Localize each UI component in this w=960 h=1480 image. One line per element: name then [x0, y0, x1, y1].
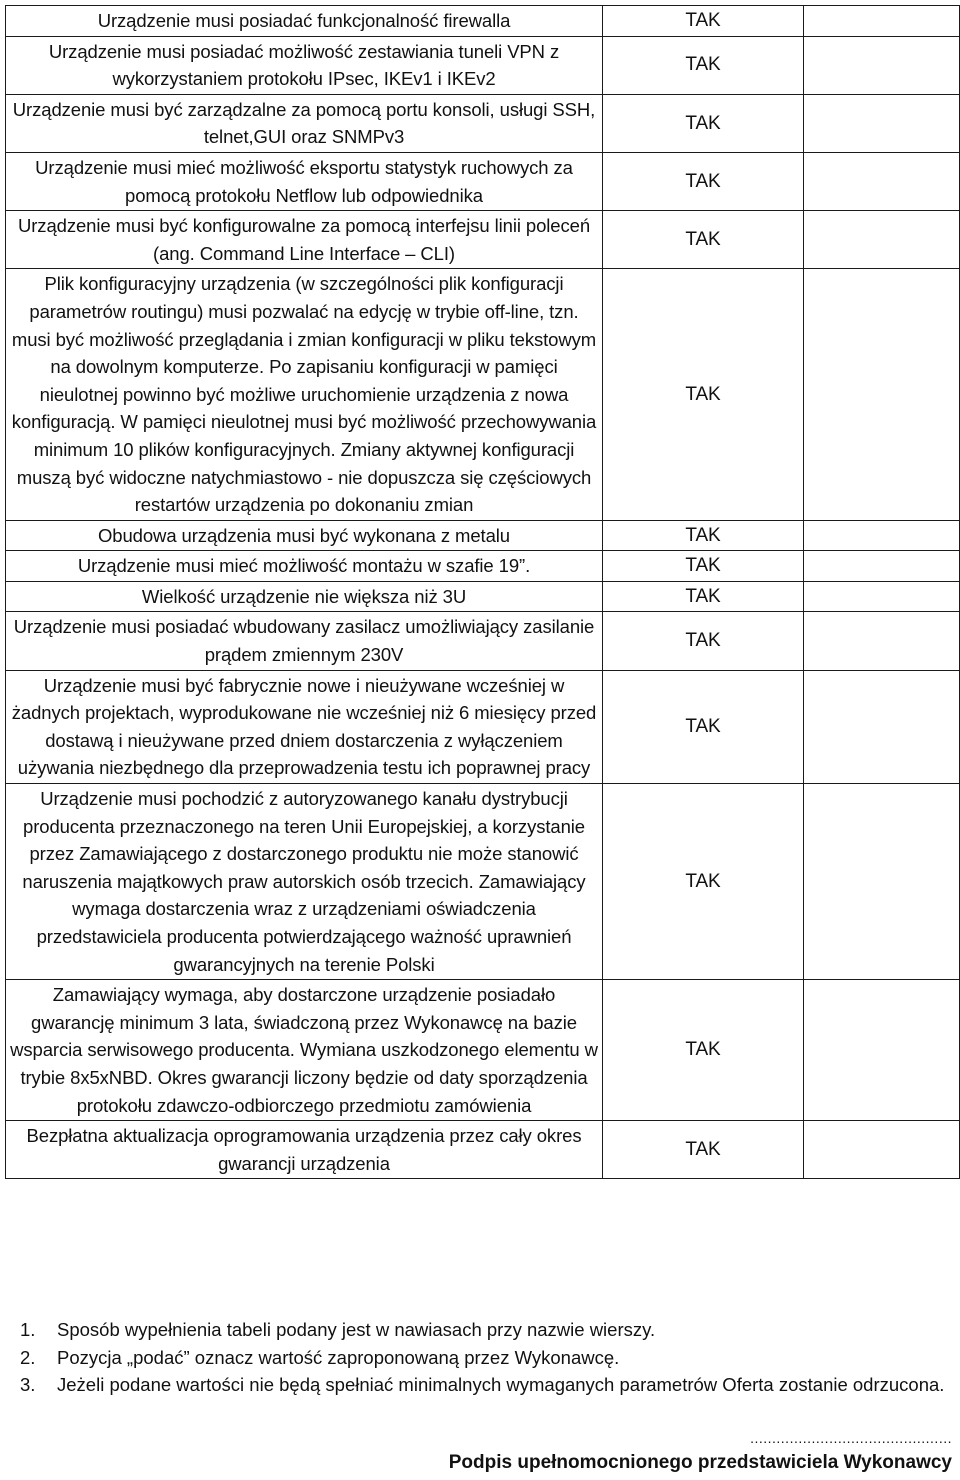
table-row	[6, 6, 960, 37]
signature-line: ..............................................	[750, 1430, 952, 1446]
requirement-cell: Urządzenie musi pochodzić z autoryzowanego kanału dystrybucji producenta przeznaczonego na teren Unii Europejskiej, a korzystanie przez Zamawiającego z dostarczonego produktu nie może stanowić naruszenia majątkowych praw autorskich osób trzecich. Zamawiający wymaga dostarczenia wraz z urządzeniami oświadczenia przedstawiciela producenta potwierdzającego ważność uprawnień gwarancyjnych na terenie Polski	[6, 784, 603, 980]
required-value-cell: TAK	[603, 211, 804, 269]
offered-value-cell[interactable]	[804, 670, 960, 783]
requirement-cell: Urządzenie musi być zarządzalne za pomocą portu konsoli, usługi SSH, telnet,GUI oraz SNMPv3	[6, 94, 603, 152]
requirement-cell: Wielkość urządzenie nie większa niż 3U	[6, 581, 603, 612]
offered-value-cell[interactable]	[804, 152, 960, 210]
required-value-cell: TAK	[603, 551, 804, 582]
offered-value-cell[interactable]	[804, 520, 960, 551]
requirement-cell: Obudowa urządzenia musi być wykonana z metalu	[6, 520, 603, 551]
offered-value-cell[interactable]	[804, 551, 960, 582]
requirements-table-body	[6, 6, 960, 1179]
footnote-item	[20, 1371, 950, 1399]
table-row	[6, 784, 960, 980]
table-row	[6, 36, 960, 94]
requirement-cell: Urządzenie musi mieć możliwość eksportu statystyk ruchowych za pomocą protokołu Netflow lub odpowiednika	[6, 152, 603, 210]
table-row	[6, 612, 960, 670]
table-row	[6, 269, 960, 520]
table-row	[6, 551, 960, 582]
required-value-cell: TAK	[603, 784, 804, 980]
offered-value-cell[interactable]	[804, 581, 960, 612]
table-row	[6, 581, 960, 612]
required-value-cell: TAK	[603, 612, 804, 670]
requirement-cell: Zamawiający wymaga, aby dostarczone urządzenie posiadało gwarancję minimum 3 lata, świadczoną przez Wykonawcę na bazie wsparcia serwisowego producenta. Wymiana uszkodzonego elementu w trybie 8x5xNBD. Okres gwarancji liczony będzie od daty sporządzenia protokołu zdawczo-odbiorczego przedmiotu zamówienia	[6, 980, 603, 1121]
offered-value-cell[interactable]	[804, 36, 960, 94]
signature-label: Podpis upełnomocnionego przedstawiciela Wykonawcy	[448, 1452, 952, 1473]
footnote-item	[20, 1344, 950, 1372]
required-value-cell: TAK	[603, 152, 804, 210]
footnote-text: Jeżeli podane wartości nie będą spełniać minimalnych wymaganych parametrów Oferta zostanie odrzucona.	[57, 1374, 945, 1395]
requirement-cell: Urządzenie musi posiadać wbudowany zasilacz umożliwiający zasilanie prądem zmiennym 230V	[6, 612, 603, 670]
footnote-number: 1.	[20, 1319, 36, 1340]
requirement-cell: Plik konfiguracyjny urządzenia (w szczególności plik konfiguracji parametrów routingu) musi pozwalać na edycję w trybie off-line, tzn. musi być możliwość przeglądania i zmian konfiguracji w pliku tekstowym na dowolnym komputerze. Po zapisaniu konfiguracji w pamięci nieulotnej powinno być możliwe uruchomienie urządzenia z nowa konfiguracją. W pamięci nieulotnej musi być możliwość przechowywania minimum 10 plików konfiguracyjnych. Zmiany aktywnej konfiguracji muszą być widoczne natychmiastowo - nie dopuszcza się częściowych restartów urządzenia po dokonaniu zmian	[6, 269, 603, 520]
footnote-number: 2.	[20, 1346, 36, 1368]
table-row	[6, 1121, 960, 1179]
footnote-text: Pozycja „podać” oznacz wartość zaproponowaną przez Wykonawcę.	[57, 1346, 620, 1368]
requirements-table	[5, 5, 960, 1179]
required-value-cell: TAK	[603, 670, 804, 783]
requirement-cell: Bezpłatna aktualizacja oprogramowania urządzenia przez cały okres gwarancji urządzenia	[6, 1121, 603, 1179]
table-row	[6, 94, 960, 152]
required-value-cell: TAK	[603, 520, 804, 551]
required-value-cell: TAK	[603, 980, 804, 1121]
footnote-number: 3.	[20, 1374, 36, 1395]
offered-value-cell[interactable]	[804, 269, 960, 520]
required-value-cell: TAK	[603, 94, 804, 152]
offered-value-cell[interactable]	[804, 6, 960, 37]
requirement-cell: Urządzenie musi posiadać możliwość zestawiania tuneli VPN z wykorzystaniem protokołu IPsec, IKEv1 i IKEv2	[6, 36, 603, 94]
requirement-cell: Urządzenie musi być konfigurowalne za pomocą interfejsu linii poleceń (ang. Command Line Interface – CLI)	[6, 211, 603, 269]
offered-value-cell[interactable]	[804, 211, 960, 269]
footnotes-list	[20, 1316, 950, 1399]
required-value-cell: TAK	[603, 581, 804, 612]
offered-value-cell[interactable]	[804, 784, 960, 980]
table-row	[6, 211, 960, 269]
required-value-cell: TAK	[603, 6, 804, 37]
table-row	[6, 152, 960, 210]
requirement-cell: Urządzenie musi posiadać funkcjonalność firewalla	[6, 6, 603, 37]
footnote-item	[20, 1316, 950, 1344]
offered-value-cell[interactable]	[804, 94, 960, 152]
requirement-cell: Urządzenie musi mieć możliwość montażu w szafie 19”.	[6, 551, 603, 582]
offered-value-cell[interactable]	[804, 612, 960, 670]
required-value-cell: TAK	[603, 269, 804, 520]
required-value-cell: TAK	[603, 1121, 804, 1179]
table-row	[6, 670, 960, 783]
required-value-cell: TAK	[603, 36, 804, 94]
footnote-text: Sposób wypełnienia tabeli podany jest w nawiasach przy nazwie wierszy.	[57, 1319, 656, 1340]
offered-value-cell[interactable]	[804, 1121, 960, 1179]
offered-value-cell[interactable]	[804, 980, 960, 1121]
table-row	[6, 980, 960, 1121]
requirement-cell: Urządzenie musi być fabrycznie nowe i nieużywane wcześniej w żadnych projektach, wyprodukowane nie wcześniej niż 6 miesięcy przed dostawą i nieużywane przed dniem dostarczenia z wyłączeniem używania niezbędnego dla przeprowadzenia testu ich poprawnej pracy	[6, 670, 603, 783]
table-row	[6, 520, 960, 551]
